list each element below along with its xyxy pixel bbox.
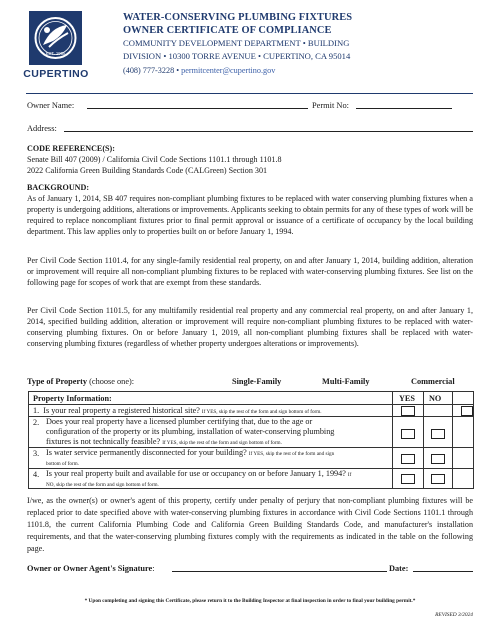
- department-line: COMMUNITY DEVELOPMENT DEPARTMENT • BUILDING: [123, 38, 350, 48]
- code-references: [27, 143, 473, 176]
- code-reference-line: 2022 California Green Building Standards Code (CALGreen) Section 301: [27, 166, 268, 175]
- contact-line: [123, 63, 473, 79]
- row1-no-checkbox[interactable]: [461, 406, 473, 416]
- logo-wordmark: CUPERTINO: [23, 68, 89, 80]
- no-column-header: NO: [429, 394, 442, 403]
- row-number: 3.: [33, 449, 40, 458]
- permit-no-field[interactable]: [356, 100, 452, 109]
- signature-row: Owner or Owner Agent's Signature: Date:: [27, 563, 473, 574]
- background-paragraph: Per Civil Code Section 1101.4, for any single-family residential real property, on and after January 1, 2014, building addition, alteration or improvement will require all non-compliant plumbing fixtures to be replaced with water-conserving plumbing fixtures. See list on the following page for scopes of work that are exempt from these standards.: [27, 256, 473, 287]
- document-title: WATER-CONSERVING PLUMBING FIXTURES: [123, 12, 353, 23]
- date-label: Date:: [389, 564, 409, 573]
- table-row: Is your real property built and available for use or occupancy on or before January 1, 1994? If NO, skip the rest of the form and sign bottom of form.: [46, 469, 352, 488]
- row4-yes-checkbox[interactable]: [401, 474, 415, 484]
- row4-no-checkbox[interactable]: [431, 474, 445, 484]
- permit-no-label: Permit No:: [312, 101, 349, 110]
- property-type-label: Type of Property (choose one):: [27, 377, 135, 386]
- phone-number: (408) 777-3228: [123, 66, 175, 75]
- email-link[interactable]: permitcenter@cupertino.gov: [181, 66, 276, 75]
- background-heading: BACKGROUND:: [27, 183, 90, 192]
- background-paragraph: Per Civil Code Section 1101.5, for any multifamily residential real property and any commercial real property, on and after January 1, 2014, specified building addition, alteration or improvement will require non-compliant plumbing fixtures to be replaced with water-conserving plumbing fixtures. On or before January 1, 2019, all non-compliant plumbing fixtures shall be replaced with water-conserving plumbing fixtures (regardless of whether property undergoes alterations or improvements).: [27, 306, 473, 348]
- background-paragraph: As of January 1, 2014, SB 407 requires non-compliant plumbing fixtures to be replaced with water conserving plumbing fixtures when a property is undergoing additions, alterations or improvements. Applicants seeking to obtain permits for any of these types of work will be required to replace noncompliant fixtures prior to final permit approval or issuance of a certificate of occupancy by the local building department. This law applies only to properties built on or before January 1, 1994.: [27, 194, 473, 236]
- signature-field[interactable]: [172, 563, 387, 572]
- question-text: Is your real property built and available for use or occupancy on or before January 1, 1994?: [46, 469, 346, 478]
- row1-yes-checkbox[interactable]: [401, 406, 415, 416]
- option-single-family[interactable]: Single-Family: [232, 377, 282, 386]
- question-text: Is water service permanently disconnected for your building?: [46, 448, 247, 457]
- address-label: Address:: [27, 124, 57, 133]
- separator-bullet: •: [176, 66, 180, 75]
- table-row: Does your real property have a licensed plumber certifying that, due to the age or configuration of the property or its plumbing, installation of water-conserving plumbing fixtures is not technically feasible? If YES, skip the rest of the form and sign bottom of form.: [46, 417, 335, 446]
- table-header-label: Property Information:: [33, 394, 112, 403]
- address-line: DIVISION • 10300 TORRE AVENUE • CUPERTINO, CA 95014: [123, 51, 351, 61]
- header-divider: [26, 93, 473, 94]
- owner-name-label: Owner Name:: [27, 101, 75, 110]
- row3-no-checkbox[interactable]: [431, 454, 445, 464]
- row-number: 2.: [33, 418, 40, 427]
- question-note: If YES, skip the rest of the form and sign bottom of form.: [162, 440, 282, 446]
- question-note: If YES, skip the rest of the form and sign bottom of form.: [201, 409, 322, 415]
- code-references-heading: CODE REFERENCE(S):: [27, 144, 115, 153]
- address-field[interactable]: [64, 123, 473, 132]
- owner-name-field[interactable]: [87, 100, 308, 109]
- option-commercial[interactable]: Commercial: [411, 377, 455, 386]
- code-reference-line: Senate Bill 407 (2009) / California Civil Code Sections 1101.1 through 1101.8: [27, 155, 282, 164]
- yes-column-header: YES: [399, 394, 415, 403]
- footer-note: * Upon completing and signing this Certificate, please return it to the Building Inspector at final inspection in order to final your building permit.*: [84, 598, 416, 604]
- document-subtitle: OWNER CERTIFICATE OF COMPLIANCE: [123, 25, 332, 36]
- certification-statement: I/we, as the owner(s) or owner's agent of this property, certify under penalty of perjury that non-compliant plumbing fixtures will be replaced prior to date specified above with water-conserving plumbing fixtures in accordance with Civil Code Sections 1101.1 through 1101.8, the current California Plumbing Code and California Green Building Standards Code, and manufacturer's installation requirements, and that the water-conserving plumbing fixtures comply with the requirements as indicated in the table on the following page.: [27, 496, 473, 553]
- property-information-table: [28, 391, 474, 489]
- table-row: 1. Is your real property a registered historical site? If YES, skip the rest of the form and sign bottom of form.: [33, 406, 322, 415]
- city-seal-icon: [29, 11, 82, 65]
- signature-label: Owner or Owner Agent's Signature: [27, 564, 153, 573]
- row2-yes-checkbox[interactable]: [401, 429, 415, 439]
- question-text: Is your real property a registered historical site?: [43, 406, 200, 415]
- row2-no-checkbox[interactable]: [431, 429, 445, 439]
- document-header: [123, 11, 473, 79]
- logo-est-text: EST. 1955: [45, 51, 66, 56]
- option-multi-family[interactable]: Multi-Family: [322, 377, 370, 386]
- date-field[interactable]: [413, 563, 473, 572]
- row-number: 4.: [33, 470, 40, 479]
- table-row: Is water service permanently disconnected for your building? If YES, skip the rest of the form and sign bottom of form.: [46, 448, 335, 467]
- cupertino-logo: [15, 11, 97, 87]
- revision-date: REVISED 3/2024: [435, 612, 473, 618]
- background-section: [27, 182, 473, 237]
- row3-yes-checkbox[interactable]: [401, 454, 415, 464]
